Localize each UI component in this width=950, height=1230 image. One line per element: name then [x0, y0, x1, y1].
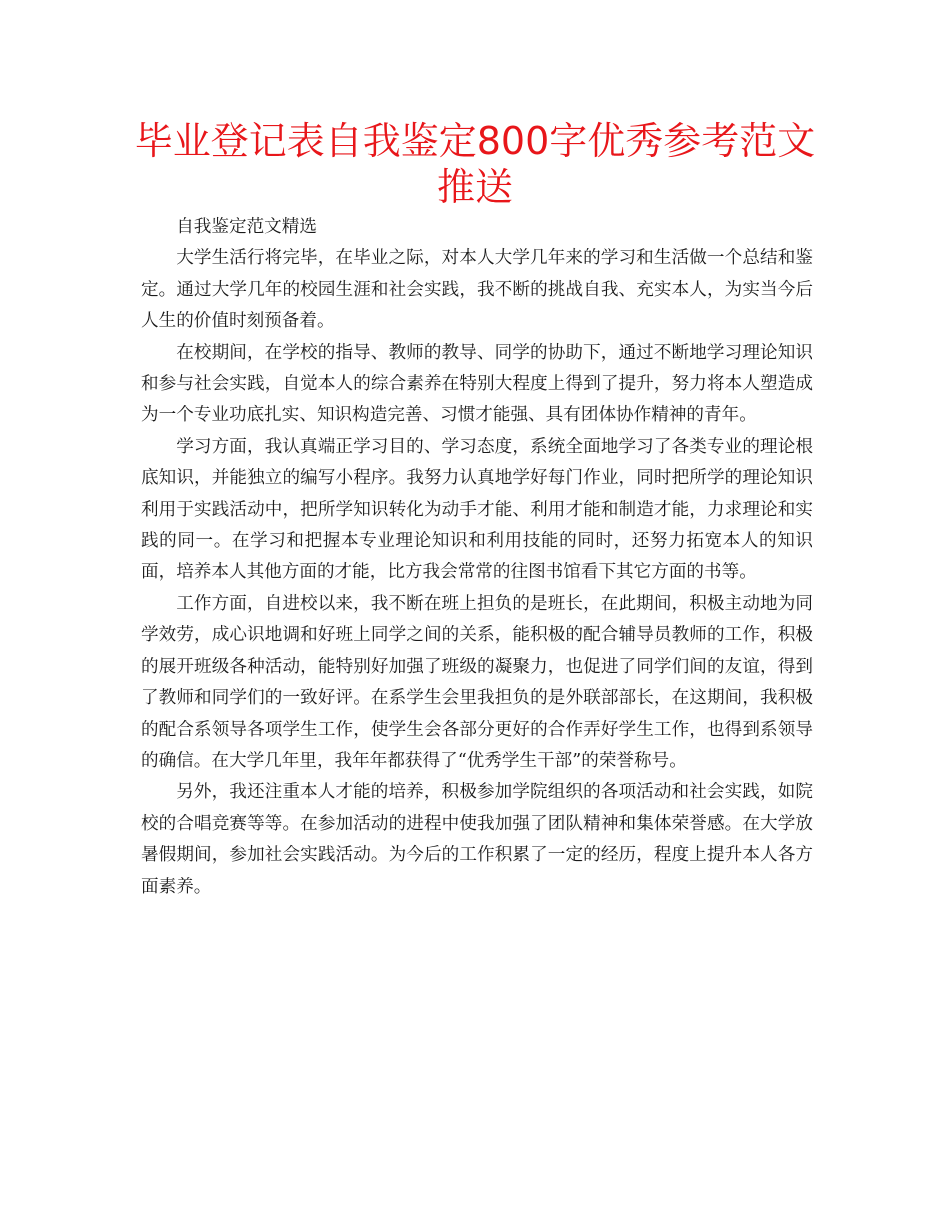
- paragraph-3: 学习方面，我认真端正学习目的、学习态度，系统全面地学习了各类专业的理论根底知识，并能独立的编写小程序。我努力认真地学好每门作业，同时把所学的理论知识利用于实践活动中，把所学知识转化为动手才能、利用才能和制造才能，力求理论和实践的同一。在学习和把握本专业理论知识和利用技能的同时，还努力拓宽本人的知识面，培养本人其他方面的才能，比方我会常常的往图书馆看下其它方面的书等。: [141, 436, 813, 583]
- document-body: [141, 212, 813, 903]
- paragraph-1: 大学生活行将完毕，在毕业之际，对本人大学几年来的学习和生活做一个总结和鉴定。通过大学几年的校园生涯和社会实践，我不断的挑战自我、充实本人，为实当今后人生的价值时刻预备着。: [141, 248, 813, 332]
- paragraph-2: 在校期间，在学校的指导、教师的教导、同学的协助下，通过不断地学习理论知识和参与社会实践，自觉本人的综合素养在特别大程度上得到了提升，努力将本人塑造成为一个专业功底扎实、知识构造完善、习惯才能强、具有团体协作精神的青年。: [141, 342, 813, 426]
- paragraph-5: 另外，我还注重本人才能的培养，积极参加学院组织的各项活动和社会实践，如院校的合唱竞赛等等。在参加活动的进程中使我加强了团队精神和集体荣誉感。在大学放暑假期间，参加社会实践活动。为今后的工作积累了一定的经历，程度上提升本人各方面素养。: [141, 782, 813, 897]
- document-title: 毕业登记表自我鉴定800字优秀参考范文推送: [134, 119, 816, 209]
- paragraph-4: 工作方面，自进校以来，我不断在班上担负的是班长，在此期间，积极主动地为同学效劳，成心识地调和好班上同学之间的关系，能积极的配合辅导员教师的工作，积极的展开班级各种活动，能特别好加强了班级的凝聚力，也促进了同学们间的友谊，得到了教师和同学们的一致好评。在系学生会里我担负的是外联部部长，在这期间，我积极的配合系领导各项学生工作，使学生会各部分更好的合作弄好学生工作，也得到系领导的确信。在大学几年里，我年年都获得了“优秀学生干部”的荣誉称号。: [141, 593, 813, 771]
- document-subtitle: 自我鉴定范文精选: [176, 217, 317, 237]
